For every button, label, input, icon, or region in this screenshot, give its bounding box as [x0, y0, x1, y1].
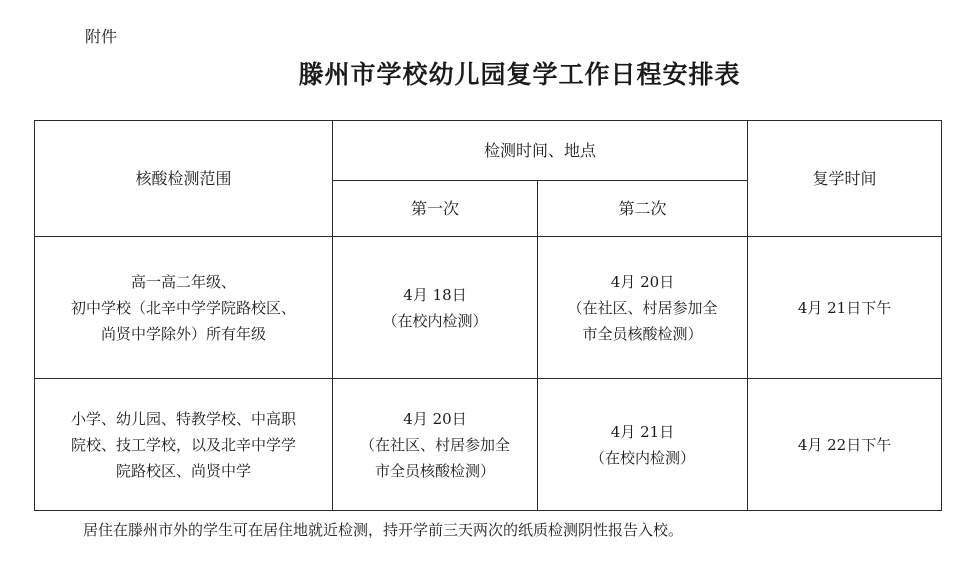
footnote: 居住在滕州市外的学生可在居住地就近检测，持开学前三天两次的纸质检测阴性报告入校。	[83, 521, 684, 539]
row-resume-cell: 4月 21日下午	[748, 237, 942, 379]
schedule-table	[34, 120, 942, 511]
row-resume-cell: 4月 22日下午	[748, 379, 942, 511]
header-scope: 核酸检测范围	[35, 121, 333, 237]
header-first-test: 第一次	[333, 181, 538, 237]
row-scope-cell: 小学、幼儿园、特教学校、中高职 院校、技工学校，以及北辛中学学 院路校区、尚贤中学	[35, 379, 333, 511]
document-title: 滕州市学校幼儿园复学工作日程安排表	[298, 60, 741, 89]
header-test-time-place: 检测时间、地点	[333, 121, 748, 181]
header-second-test: 第二次	[538, 181, 748, 237]
row-first-test-cell: 4月 20日 （在社区、村居参加全 市全员核酸检测）	[333, 379, 538, 511]
row-second-test-cell: 4月 21日 （在校内检测）	[538, 379, 748, 511]
table-row	[35, 379, 942, 511]
row-second-test-cell: 4月 20日 （在社区、村居参加全 市全员核酸检测）	[538, 237, 748, 379]
row-scope-cell: 高一高二年级、 初中学校（北辛中学学院路校区、 尚贤中学除外）所有年级	[35, 237, 333, 379]
row-first-test-cell: 4月 18日 （在校内检测）	[333, 237, 538, 379]
header-resume-time: 复学时间	[748, 121, 942, 237]
table-row	[35, 237, 942, 379]
attachment-label: 附件	[85, 27, 118, 46]
header-row-top	[35, 121, 942, 181]
